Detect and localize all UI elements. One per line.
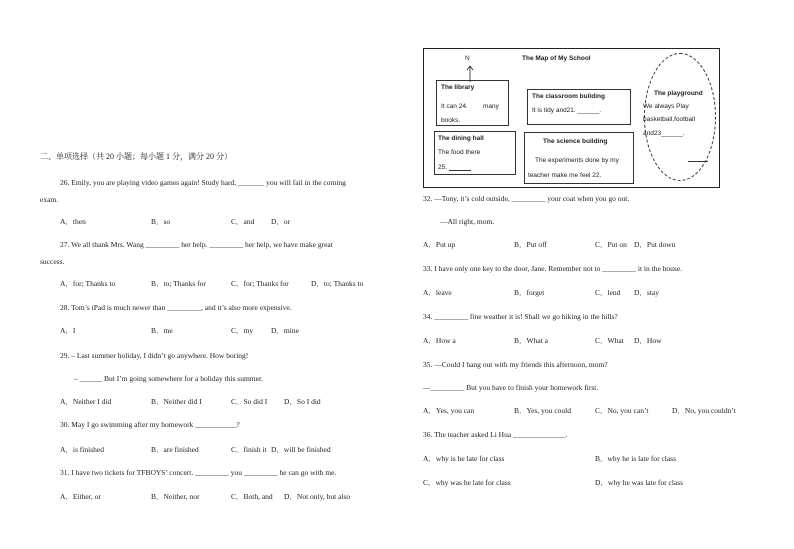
q29-stem: 29. – Last summer holiday, I didn’t go anywhere. How boring! [60, 351, 249, 360]
map-north-label: N [465, 55, 470, 62]
map-dining-box [434, 131, 516, 175]
q36-option-a[interactable]: A．why is he late for class [423, 454, 505, 463]
school-map [423, 48, 720, 188]
q27-option-b[interactable]: B．to; Thanks for [151, 279, 206, 288]
q28-option-a[interactable]: A．I [60, 326, 76, 335]
q30-option-a[interactable]: A．is finished [60, 445, 104, 454]
q28-option-b[interactable]: B．me [151, 326, 173, 335]
section-heading: 二、单项选择（共 20 小题；每小题 1 分，满分 20 分） [40, 152, 232, 161]
q31-option-a[interactable]: A．Either, or [60, 492, 101, 501]
q28-option-d[interactable]: D．mine [271, 326, 299, 335]
q33-option-c[interactable]: C．lend [595, 288, 621, 297]
q27-option-d[interactable]: D．to; Thanks to [311, 279, 364, 288]
q26-option-a[interactable]: A．then [60, 217, 86, 226]
map-title: The Map of My School [522, 55, 591, 62]
playground-title: The playground [654, 90, 703, 97]
q36-option-b[interactable]: B．why he is late for class [595, 454, 677, 463]
q31-option-c[interactable]: C．Both, and [231, 492, 273, 501]
q36-option-c[interactable]: C．why was he late for class [423, 478, 511, 487]
q34-stem: 34. _________ fine weather it is! Shall we go hiking in the hills? [423, 312, 618, 321]
q35-stem: 35. —Could I hang out with my friends this afternoon, mom? [423, 360, 608, 369]
q33-option-a[interactable]: A．leave [423, 288, 452, 297]
q33-stem: 33. I have only one key to the door, Jane. Remember not to _________ it in the house. [423, 264, 683, 273]
dining-title: The dining hall [438, 135, 484, 142]
q28-stem: 28. Tom’s iPad is much newer than _________, and it’s also more expensive. [60, 303, 292, 312]
q29-option-a[interactable]: A．Neither I did [60, 397, 112, 406]
q26-option-b[interactable]: B．so [151, 217, 171, 226]
playground-line-1: We always Play [643, 103, 689, 110]
classroom-line-1: It is tidy and21. ______. [532, 107, 602, 114]
classroom-title: The classroom building [532, 93, 605, 100]
dining-line-2: 25. [438, 164, 448, 171]
q33-option-d[interactable]: D．stay [634, 288, 659, 297]
q26-option-d[interactable]: D．or [271, 217, 291, 226]
q33-option-b[interactable]: B．forget [514, 288, 545, 297]
library-line-3: books. [441, 117, 461, 124]
q34-option-d[interactable]: D．How [634, 336, 662, 345]
q32-option-d[interactable]: D．Put down [634, 240, 676, 249]
q35-option-d[interactable]: D．No, you couldn’t [672, 406, 736, 415]
map-classroom-box [527, 89, 631, 125]
q32-option-b[interactable]: B．Put off [514, 240, 547, 249]
map-library-box [436, 80, 509, 126]
q31-stem: 31. I have two tickets for TFBOYS’ concert. _________ you _________ he can go with me. [60, 468, 337, 477]
q27-stem-cont: success. [40, 257, 65, 266]
science-line-2: teacher make me feel 22. [528, 172, 602, 179]
q35-stem-cont: —_________ But you have to finish your homework first. [423, 383, 599, 392]
q29-option-c[interactable]: C．So did I [231, 397, 268, 406]
q29-stem-cont: – ______ But I’m going somewhere for a holiday this summer. [74, 374, 263, 383]
q29-option-d[interactable]: D．So I did [284, 397, 321, 406]
library-line-1: It can 24. [441, 103, 468, 110]
q31-option-b[interactable]: B．Neither, nor [151, 492, 200, 501]
library-title: The library [441, 84, 475, 91]
q32-stem: 32. —Tony, it’s cold outside, _________ your coat when you go out. [423, 194, 630, 203]
q26-stem: 26. Emily, you are playing video games again! Study hard, _______ you will fail in the coming [60, 178, 346, 187]
library-line-2: many [483, 103, 499, 110]
q34-option-c[interactable]: C．What [595, 336, 624, 345]
playground-line-3: and23______. [643, 130, 685, 137]
q32-option-a[interactable]: A．Put up [423, 240, 456, 249]
science-line-1: The experiments done by my [535, 157, 619, 164]
q32-option-c[interactable]: C．Put on [595, 240, 627, 249]
map-science-box [524, 132, 634, 184]
q35-option-a[interactable]: A．Yes, you can [423, 406, 475, 415]
q26-option-c[interactable]: C．and [231, 217, 255, 226]
q30-stem: 30. May I go swimming after my homework ___________? [60, 420, 240, 429]
q27-option-a[interactable]: A．for; Thanks to [60, 279, 116, 288]
q30-option-c[interactable]: C．finish it [231, 445, 267, 454]
q34-option-b[interactable]: B．What a [514, 336, 548, 345]
playground-line-2: basketball,football [643, 116, 696, 123]
q36-option-d[interactable]: D．why he was late for class [595, 478, 684, 487]
q30-option-b[interactable]: B．are finished [151, 445, 199, 454]
q26-stem-cont: exam. [40, 195, 59, 204]
q32-stem-cont: —All right, mom. [440, 217, 495, 226]
q27-stem: 27. We all thank Mrs. Wang _________ her help. _________ her help, we have make great [60, 240, 333, 249]
dining-line-1: The food there [438, 149, 481, 156]
q30-option-d[interactable]: D．will be finished [271, 445, 331, 454]
q31-option-d[interactable]: D．Not only, but also [284, 492, 351, 501]
q28-option-c[interactable]: C．my [231, 326, 254, 335]
q36-stem: 36. The teacher asked Li Hua ______________. [423, 430, 568, 439]
q34-option-a[interactable]: A．How a [423, 336, 456, 345]
q35-option-b[interactable]: B．Yes, you could [514, 406, 571, 415]
q35-option-c[interactable]: C．No, you can’t [595, 406, 649, 415]
science-title: The science building [543, 138, 608, 145]
q27-option-c[interactable]: C．for; Thanks for [231, 279, 289, 288]
q29-option-b[interactable]: B．Neither did I [151, 397, 202, 406]
